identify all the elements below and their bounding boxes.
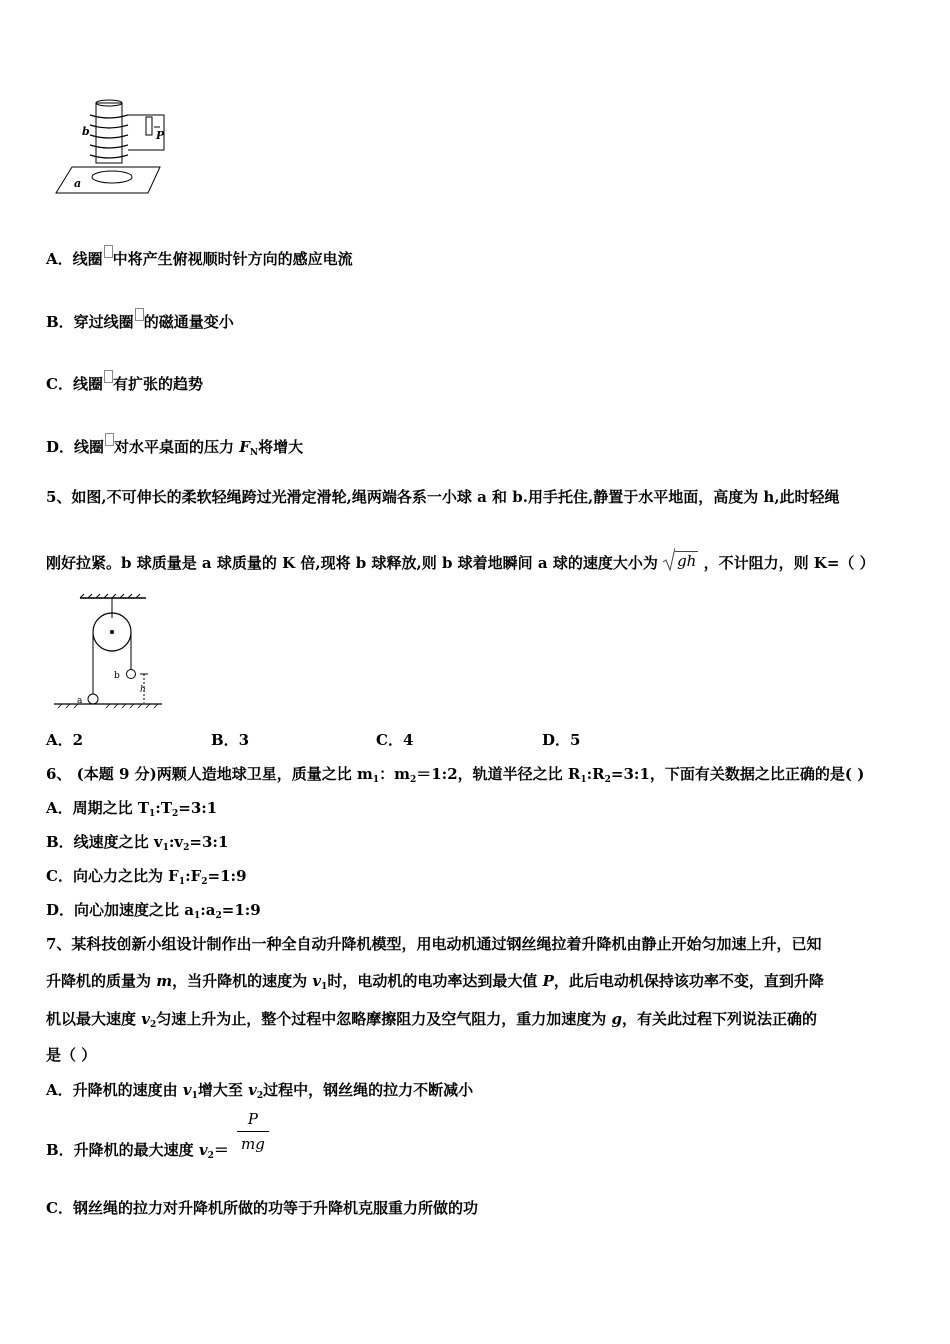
q5-option-a: A．2: [46, 731, 84, 749]
q4-option-d: D．线圈 对水平桌面的压力 $F_N$将增大: [46, 437, 303, 457]
q4-option-a: A．线圈 中将产生俯视顺时针方向的感应电流: [46, 249, 353, 269]
q4-option-c: C．线圈 有扩张的趋势: [46, 374, 203, 394]
figure-label-b: b: [82, 125, 90, 138]
pulley-label-b: b: [114, 671, 120, 681]
coil-ring-figure: [50, 95, 170, 200]
q7-option-c: C．钢丝绳的拉力对升降机所做的功等于升降机克服重力所做的功: [46, 1199, 478, 1217]
placeholder-glyph: [104, 370, 113, 383]
pulley-label-h: h: [140, 685, 146, 695]
q5-option-b: B．3: [211, 731, 250, 749]
pulley-figure: [50, 592, 165, 710]
q6-option-b: B．线速度之比 $v_1:v_2=3:1$: [46, 833, 229, 853]
figure-label-a: a: [74, 177, 82, 190]
q5-option-c: C．4: [376, 731, 414, 749]
q7-stem-line3: 机以最大速度 $v_2$匀速上升为止，整个过程中忽略摩擦阻力及空气阻力，重力加速度为 g，有关此过程下列说法正确的: [46, 1010, 817, 1030]
q5-stem-line2: 刚好拉紧。b 球质量是 a 球质量的 K 倍,现将 b 球释放,则 b 球着地瞬间 a 球的速度大小为 gh ，不计阻力，则 K=（ ）: [46, 548, 875, 573]
pulley-label-a: a: [77, 696, 83, 706]
q7-stem-line4: 是（ ）: [46, 1046, 97, 1064]
placeholder-glyph: [105, 433, 114, 446]
placeholder-glyph: [135, 308, 144, 321]
placeholder-glyph: [104, 245, 113, 258]
q7-option-a: A．升降机的速度由 $v_1$增大至 $v_2$过程中，钢丝绳的拉力不断减小: [46, 1081, 474, 1101]
figure-label-p: P: [156, 129, 165, 142]
fraction-p-over-mg: P mg: [237, 1110, 269, 1153]
q7-stem-line1: 7、某科技创新小组设计制作出一种全自动升降机模型，用电动机通过钢丝绳拉着升降机由静止开始匀加速上升，已知: [46, 935, 822, 953]
q7-option-b: B．升降机的最大速度 $v_2=$: [46, 1141, 229, 1161]
q6-option-a: A．周期之比 $T_1:T_2=3:1$: [46, 799, 218, 819]
q6-option-d: D．向心加速度之比 $a_1:a_2=1:9$: [46, 901, 261, 921]
q5-stem-line1: 5、如图,不可伸长的柔软轻绳跨过光滑定滑轮,绳两端各系一小球 a 和 b.用手托住,静置于水平地面，高度为 h,此时轻绳: [46, 488, 840, 506]
q5-option-d: D．5: [542, 731, 581, 749]
q4-option-b: B．穿过线圈 的磁通量变小: [46, 312, 234, 332]
sqrt-gh: gh: [663, 548, 698, 572]
q6-stem: 6、 (本题 9 分)两颗人造地球卫星，质量之比 $m_1$：$m_2=1:2$，轨道半径之比 $R_1:R_2=3:1$，下面有关数据之比正确的是( ): [46, 765, 865, 785]
q6-option-c: C．向心力之比为 $F_1:F_2=1:9$: [46, 867, 247, 887]
q7-stem-line2: 升降机的质量为 m，当升降机的速度为 $v_1$时，电动机的电功率达到最大值 P，此后电动机保持该功率不变，直到升降: [46, 972, 824, 992]
